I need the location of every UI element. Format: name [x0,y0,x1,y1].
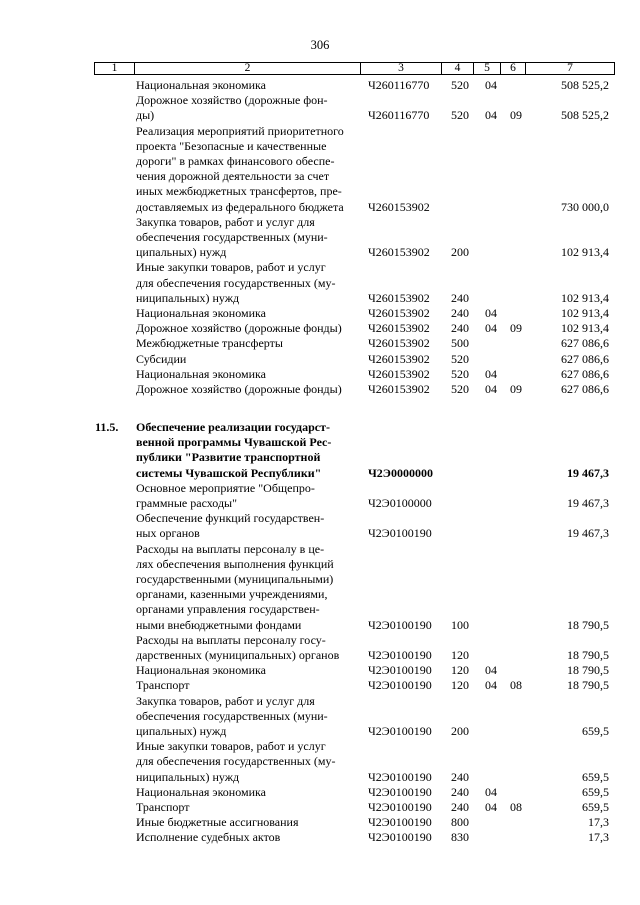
table-row [0,336,640,351]
row-amount: 102 913,4 [561,245,609,260]
row-expense-type: 120 [451,678,469,693]
row-amount: 19 467,3 [567,496,609,511]
row-amount: 730 000,0 [561,199,609,214]
row-subsection: 08 [510,799,522,814]
row-description [136,542,354,633]
row-description [136,93,354,123]
row-code: Ч2Э0100190 [368,799,432,814]
column-header-7: 7 [567,62,573,74]
description-line: чения дорожной деятельности за счет [136,169,330,184]
row-code: Ч2Э0100190 [368,648,432,663]
row-amount: 102 913,4 [561,305,609,320]
row-description [136,352,354,367]
description-line: дарственных (муниципальных) органов [136,648,340,663]
table-row [0,694,640,740]
row-section: 04 [485,663,497,678]
row-description [136,306,354,321]
description-line: обеспечения государственных (муни- [136,708,328,723]
description-line: обеспечения государственных (муни- [136,229,328,244]
description-line: органами управления государствен- [136,602,320,617]
row-code: Ч260153902 [368,305,430,320]
row-description [136,124,354,215]
row-expense-type: 240 [451,769,469,784]
row-amount: 508 525,2 [561,108,609,123]
row-section: 04 [485,784,497,799]
row-description [136,800,354,815]
row-expense-type: 800 [451,815,469,830]
description-line: Национальная экономика [136,366,266,381]
description-line: Основное мероприятие "Общепро- [136,480,315,495]
row-code: Ч2Э0100190 [368,830,432,845]
row-subsection: 08 [510,678,522,693]
row-amount: 659,5 [582,799,609,814]
row-amount: 17,3 [588,815,609,830]
description-line: Обеспечение реализации государст- [136,420,331,435]
description-line: Транспорт [136,678,190,693]
row-section: 04 [485,366,497,381]
row-amount: 18 790,5 [567,648,609,663]
column-header-3: 3 [398,62,404,74]
row-code: Ч2Э0100190 [368,678,432,693]
row-amount: 102 913,4 [561,290,609,305]
description-line: Расходы на выплаты персоналу госу- [136,632,326,647]
row-subsection: 09 [510,108,522,123]
table-row [0,260,640,306]
description-line: Закупка товаров, работ и услуг для [136,693,315,708]
description-line: ды) [136,108,155,123]
description-line: Национальная экономика [136,784,266,799]
row-expense-type: 200 [451,724,469,738]
description-line: Дорожное хозяйство (дорожные фонды) [136,381,342,396]
table-row [0,481,640,511]
table-row [0,815,640,830]
description-line: доставляемых из федерального бюджета [136,199,344,214]
table-row [0,93,640,123]
row-description [136,420,354,481]
row-description [136,78,354,93]
description-line: венной программы Чувашской Рес- [136,435,332,450]
table-row [0,542,640,633]
row-description [136,260,354,306]
row-expense-type: 500 [451,336,469,351]
description-line: иных межбюджетных трансфертов, пре- [136,184,342,199]
row-code: Ч260153902 [368,351,430,366]
table-row [0,830,640,845]
row-expense-type: 240 [451,305,469,320]
description-line: государственными (муниципальными) [136,572,334,587]
description-line: Закупка товаров, работ и услуг для [136,214,315,229]
row-code: Ч260153902 [368,290,430,305]
table-row [0,800,640,815]
table-row [0,124,640,215]
row-amount: 508 525,2 [561,77,609,92]
table-row [0,215,640,261]
description-line: граммные расходы" [136,496,238,511]
description-line: для обеспечения государственных (му- [136,275,336,290]
description-line: Реализация мероприятий приоритетного [136,123,344,138]
row-amount: 102 913,4 [561,321,609,336]
row-description [136,739,354,785]
row-code: Ч260153902 [368,245,430,260]
row-section: 04 [485,381,497,396]
row-expense-type: 520 [451,366,469,381]
row-expense-type: 200 [451,245,469,260]
row-amount: 659,5 [582,769,609,784]
description-line: ными внебюджетными фондами [136,617,302,632]
table-row [0,633,640,663]
table-row [0,306,640,321]
row-code: Ч260116770 [368,77,430,92]
row-code: Ч260153902 [368,199,430,214]
table-row [0,678,640,693]
row-code: Ч260116770 [368,108,430,123]
description-line: для обеспечения государственных (му- [136,754,336,769]
description-line: ципальных) нужд [136,723,227,738]
description-line: Транспорт [136,799,190,814]
row-amount: 18 790,5 [567,678,609,693]
row-amount: 627 086,6 [561,336,609,351]
description-line: Национальная экономика [136,78,266,92]
row-description [136,511,354,541]
row-description [136,678,354,693]
table-row [0,78,640,93]
row-code: Ч260153902 [368,336,430,351]
row-amount: 19 467,3 [567,526,609,541]
table-row [0,321,640,336]
budget-table-body [0,78,640,846]
row-section: 04 [485,678,497,693]
row-description [136,336,354,351]
column-header-2: 2 [244,62,251,74]
row-amount: 627 086,6 [561,366,609,381]
column-header-4: 4 [454,62,461,74]
row-description [136,215,354,261]
description-line: лях обеспечения выполнения функций [136,556,334,571]
row-expense-type: 830 [451,830,469,845]
table-row [0,511,640,541]
table-row [0,663,640,678]
row-description [136,663,354,678]
description-line: ниципальных) нужд [136,769,240,784]
row-subsection: 09 [510,381,522,396]
description-line: Дорожное хозяйство (дорожные фонды) [136,321,342,336]
row-expense-type: 240 [451,784,469,799]
description-line: Межбюджетные трансферты [136,336,283,351]
row-subsection: 09 [510,321,522,336]
row-expense-type: 240 [451,799,469,814]
row-section: 04 [485,305,497,320]
row-expense-type: 520 [451,351,469,366]
row-code: Ч2Э0100190 [368,663,432,678]
description-line: публики "Развитие транспортной [136,450,321,465]
row-amount: 659,5 [582,784,609,799]
description-line: Иные закупки товаров, работ и услуг [136,739,326,754]
row-code: Ч260153902 [368,321,430,336]
table-row [0,739,640,785]
description-line: Расходы на выплаты персоналу в це- [136,541,325,556]
description-line: дороги" в рамках финансового обеспе- [136,153,335,168]
row-code: Ч2Э0100190 [368,617,432,632]
row-amount: 627 086,6 [561,351,609,366]
row-section: 04 [485,77,497,92]
table-row [0,382,640,397]
description-line: Субсидии [136,351,187,366]
row-expense-type: 240 [451,290,469,305]
description-line: органами, казенными учреждениями, [136,587,328,602]
row-description [136,481,354,511]
row-description [136,785,354,800]
description-line: Исполнение судебных актов [136,830,281,845]
row-description [136,815,354,830]
column-header-6: 6 [510,62,516,74]
description-line: ниципальных) нужд [136,290,240,305]
table-row [0,352,640,367]
row-section: 04 [485,799,497,814]
description-line: Обеспечение функций государствен- [136,511,325,526]
column-header-row [94,62,615,75]
row-expense-type: 120 [451,648,469,663]
row-code: Ч2Э0100190 [368,526,432,541]
description-line: Дорожное хозяйство (дорожные фон- [136,93,328,108]
table-row [0,367,640,382]
table-row [0,785,640,800]
column-header-1: 1 [111,62,118,74]
row-description [136,321,354,336]
table-row [0,420,640,481]
description-line: Иные бюджетные ассигнования [136,815,299,830]
row-number: 11.5. [95,420,119,435]
row-code: Ч2Э0100190 [368,769,432,784]
description-line: проекта "Безопасные и качественные [136,138,327,153]
row-expense-type: 520 [451,381,469,396]
description-line: Национальная экономика [136,663,266,678]
row-code: Ч2Э0000000 [368,465,433,480]
description-line: Иные закупки товаров, работ и услуг [136,260,326,275]
row-code: Ч2Э0100000 [368,496,432,511]
row-description [136,830,354,845]
description-line: системы Чувашской Республики" [136,465,322,480]
row-description [136,633,354,663]
description-line: Национальная экономика [136,305,266,320]
row-amount: 19 467,3 [567,465,609,480]
row-code: Ч2Э0100190 [368,724,432,738]
column-header-5: 5 [484,62,490,74]
row-code: Ч2Э0100190 [368,815,432,830]
row-expense-type: 520 [451,108,469,123]
row-description [136,694,354,740]
row-amount: 18 790,5 [567,663,609,678]
row-section: 04 [485,108,497,123]
row-amount: 17,3 [588,830,609,845]
description-line: ципальных) нужд [136,245,227,260]
row-code: Ч260153902 [368,381,430,396]
row-description [136,382,354,397]
page-number: 306 [310,38,330,52]
row-expense-type: 100 [451,617,469,632]
row-code: Ч260153902 [368,366,430,381]
row-description [136,367,354,382]
row-expense-type: 240 [451,321,469,336]
row-amount: 659,5 [582,724,609,738]
row-section: 04 [485,321,497,336]
row-expense-type: 520 [451,77,469,92]
row-amount: 18 790,5 [567,617,609,632]
row-code: Ч2Э0100190 [368,784,432,799]
description-line: ных органов [136,526,200,541]
row-expense-type: 120 [451,663,469,678]
row-amount: 627 086,6 [561,381,609,396]
